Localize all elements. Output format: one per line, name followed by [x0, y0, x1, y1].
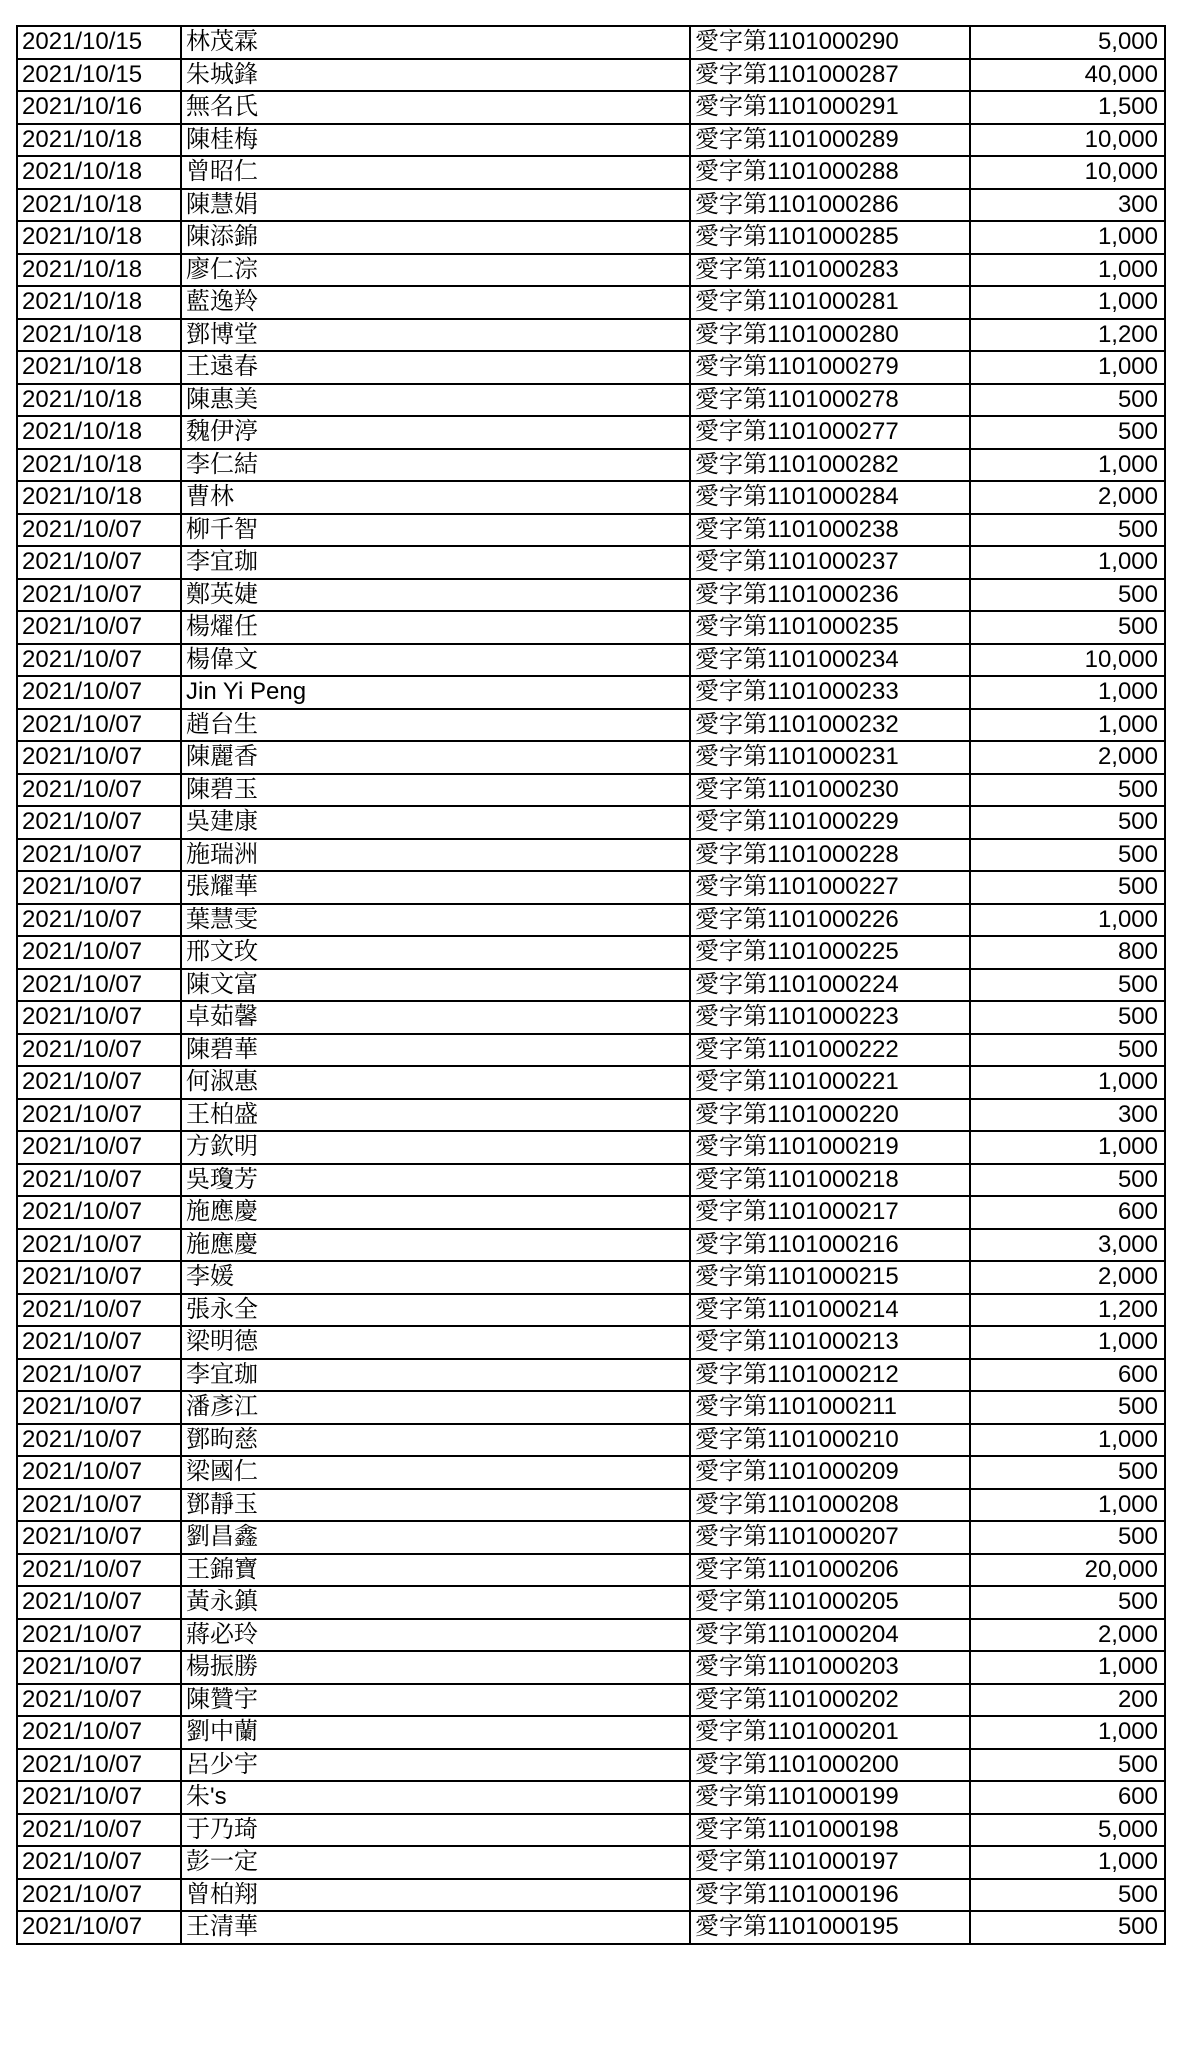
donor-name-cell: 鄧博堂	[181, 319, 690, 352]
table-row	[17, 1261, 1165, 1294]
donor-name-cell: 藍逸羚	[181, 286, 690, 319]
date-cell: 2021/10/07	[17, 1099, 181, 1132]
donor-name-cell: 潘彥江	[181, 1391, 690, 1424]
donor-name-cell: 吳瓊芳	[181, 1164, 690, 1197]
receipt-number-cell: 愛字第1101000288	[690, 156, 970, 189]
amount-cell: 2,000	[970, 1261, 1165, 1294]
date-cell: 2021/10/07	[17, 1781, 181, 1814]
donor-name-cell: 梁國仁	[181, 1456, 690, 1489]
date-cell: 2021/10/07	[17, 1716, 181, 1749]
date-cell: 2021/10/07	[17, 1846, 181, 1879]
receipt-number-cell: 愛字第1101000222	[690, 1034, 970, 1067]
receipt-number-cell: 愛字第1101000219	[690, 1131, 970, 1164]
date-cell: 2021/10/07	[17, 1424, 181, 1457]
table-row	[17, 1554, 1165, 1587]
date-cell: 2021/10/07	[17, 1001, 181, 1034]
date-cell: 2021/10/07	[17, 1391, 181, 1424]
amount-cell: 200	[970, 1684, 1165, 1717]
receipt-number-cell: 愛字第1101000283	[690, 254, 970, 287]
receipt-number-cell: 愛字第1101000197	[690, 1846, 970, 1879]
table-row	[17, 1099, 1165, 1132]
donor-name-cell: 林茂霖	[181, 26, 690, 59]
donor-name-cell: 王柏盛	[181, 1099, 690, 1132]
amount-cell: 1,000	[970, 1326, 1165, 1359]
table-row	[17, 59, 1165, 92]
amount-cell: 1,000	[970, 351, 1165, 384]
donor-name-cell: 呂少宇	[181, 1749, 690, 1782]
donor-name-cell: 彭一定	[181, 1846, 690, 1879]
date-cell: 2021/10/18	[17, 221, 181, 254]
date-cell: 2021/10/18	[17, 319, 181, 352]
date-cell: 2021/10/07	[17, 546, 181, 579]
donor-name-cell: 魏伊渟	[181, 416, 690, 449]
donor-name-cell: 李宜珈	[181, 1359, 690, 1392]
table-row	[17, 1489, 1165, 1522]
date-cell: 2021/10/07	[17, 644, 181, 677]
donor-name-cell: 楊燿任	[181, 611, 690, 644]
receipt-number-cell: 愛字第1101000278	[690, 384, 970, 417]
amount-cell: 800	[970, 936, 1165, 969]
receipt-number-cell: 愛字第1101000286	[690, 189, 970, 222]
receipt-number-cell: 愛字第1101000280	[690, 319, 970, 352]
amount-cell: 500	[970, 384, 1165, 417]
amount-cell: 500	[970, 1911, 1165, 1944]
receipt-number-cell: 愛字第1101000198	[690, 1814, 970, 1847]
receipt-number-cell: 愛字第1101000203	[690, 1651, 970, 1684]
date-cell: 2021/10/07	[17, 1456, 181, 1489]
date-cell: 2021/10/07	[17, 1294, 181, 1327]
table-row	[17, 1034, 1165, 1067]
table-row	[17, 1359, 1165, 1392]
donor-name-cell: 劉中蘭	[181, 1716, 690, 1749]
amount-cell: 1,000	[970, 1131, 1165, 1164]
donor-name-cell: 陳添錦	[181, 221, 690, 254]
table-row	[17, 1196, 1165, 1229]
date-cell: 2021/10/18	[17, 384, 181, 417]
table-row	[17, 1911, 1165, 1944]
table-row	[17, 579, 1165, 612]
table-row	[17, 546, 1165, 579]
date-cell: 2021/10/07	[17, 1326, 181, 1359]
date-cell: 2021/10/07	[17, 1034, 181, 1067]
date-cell: 2021/10/07	[17, 1066, 181, 1099]
table-row	[17, 254, 1165, 287]
amount-cell: 1,000	[970, 1716, 1165, 1749]
donor-name-cell: 方欽明	[181, 1131, 690, 1164]
receipt-number-cell: 愛字第1101000226	[690, 904, 970, 937]
donor-name-cell: 劉昌鑫	[181, 1521, 690, 1554]
date-cell: 2021/10/07	[17, 969, 181, 1002]
table-row	[17, 189, 1165, 222]
amount-cell: 5,000	[970, 1814, 1165, 1847]
donor-name-cell: 曹林	[181, 481, 690, 514]
receipt-number-cell: 愛字第1101000289	[690, 124, 970, 157]
donor-name-cell: 柳千智	[181, 514, 690, 547]
table-row	[17, 644, 1165, 677]
receipt-number-cell: 愛字第1101000287	[690, 59, 970, 92]
amount-cell: 1,000	[970, 1066, 1165, 1099]
donor-name-cell: 趙台生	[181, 709, 690, 742]
receipt-number-cell: 愛字第1101000205	[690, 1586, 970, 1619]
table-row	[17, 936, 1165, 969]
amount-cell: 500	[970, 514, 1165, 547]
date-cell: 2021/10/07	[17, 1586, 181, 1619]
date-cell: 2021/10/07	[17, 579, 181, 612]
receipt-number-cell: 愛字第1101000228	[690, 839, 970, 872]
amount-cell: 1,000	[970, 676, 1165, 709]
table-row	[17, 1001, 1165, 1034]
table-row	[17, 1781, 1165, 1814]
amount-cell: 1,000	[970, 1424, 1165, 1457]
date-cell: 2021/10/07	[17, 1359, 181, 1392]
amount-cell: 1,000	[970, 286, 1165, 319]
table-row	[17, 514, 1165, 547]
receipt-number-cell: 愛字第1101000282	[690, 449, 970, 482]
date-cell: 2021/10/07	[17, 839, 181, 872]
amount-cell: 10,000	[970, 124, 1165, 157]
donor-name-cell: 楊偉文	[181, 644, 690, 677]
amount-cell: 500	[970, 579, 1165, 612]
receipt-number-cell: 愛字第1101000213	[690, 1326, 970, 1359]
date-cell: 2021/10/07	[17, 1131, 181, 1164]
date-cell: 2021/10/07	[17, 1521, 181, 1554]
amount-cell: 5,000	[970, 26, 1165, 59]
amount-cell: 1,000	[970, 709, 1165, 742]
date-cell: 2021/10/07	[17, 774, 181, 807]
receipt-number-cell: 愛字第1101000217	[690, 1196, 970, 1229]
donor-name-cell: 李仁結	[181, 449, 690, 482]
donor-name-cell: 鄧靜玉	[181, 1489, 690, 1522]
amount-cell: 2,000	[970, 481, 1165, 514]
donor-name-cell: 陳碧玉	[181, 774, 690, 807]
amount-cell: 500	[970, 611, 1165, 644]
table-row	[17, 1586, 1165, 1619]
amount-cell: 500	[970, 969, 1165, 1002]
date-cell: 2021/10/07	[17, 936, 181, 969]
receipt-number-cell: 愛字第1101000225	[690, 936, 970, 969]
receipt-number-cell: 愛字第1101000218	[690, 1164, 970, 1197]
table-row	[17, 969, 1165, 1002]
date-cell: 2021/10/07	[17, 709, 181, 742]
receipt-number-cell: 愛字第1101000195	[690, 1911, 970, 1944]
table-row	[17, 91, 1165, 124]
table-row	[17, 1651, 1165, 1684]
amount-cell: 500	[970, 1586, 1165, 1619]
receipt-number-cell: 愛字第1101000214	[690, 1294, 970, 1327]
donor-name-cell: 施應慶	[181, 1196, 690, 1229]
receipt-number-cell: 愛字第1101000220	[690, 1099, 970, 1132]
donor-name-cell: 張永全	[181, 1294, 690, 1327]
table-row	[17, 384, 1165, 417]
amount-cell: 500	[970, 1456, 1165, 1489]
amount-cell: 600	[970, 1359, 1165, 1392]
amount-cell: 500	[970, 1001, 1165, 1034]
donor-name-cell: 陳文富	[181, 969, 690, 1002]
date-cell: 2021/10/07	[17, 806, 181, 839]
receipt-number-cell: 愛字第1101000212	[690, 1359, 970, 1392]
date-cell: 2021/10/07	[17, 871, 181, 904]
amount-cell: 40,000	[970, 59, 1165, 92]
receipt-number-cell: 愛字第1101000206	[690, 1554, 970, 1587]
donor-name-cell: 無名氏	[181, 91, 690, 124]
amount-cell: 20,000	[970, 1554, 1165, 1587]
table-row	[17, 1846, 1165, 1879]
date-cell: 2021/10/15	[17, 59, 181, 92]
table-row	[17, 1684, 1165, 1717]
amount-cell: 300	[970, 1099, 1165, 1132]
amount-cell: 1,000	[970, 904, 1165, 937]
donor-name-cell: 李宜珈	[181, 546, 690, 579]
table-row	[17, 709, 1165, 742]
amount-cell: 500	[970, 1879, 1165, 1912]
date-cell: 2021/10/07	[17, 1554, 181, 1587]
donor-name-cell: 鄧昫慈	[181, 1424, 690, 1457]
receipt-number-cell: 愛字第1101000221	[690, 1066, 970, 1099]
amount-cell: 1,500	[970, 91, 1165, 124]
donor-name-cell: 朱城鋒	[181, 59, 690, 92]
table-row	[17, 1294, 1165, 1327]
date-cell: 2021/10/18	[17, 481, 181, 514]
amount-cell: 600	[970, 1196, 1165, 1229]
table-row	[17, 1424, 1165, 1457]
date-cell: 2021/10/07	[17, 1229, 181, 1262]
table-row	[17, 806, 1165, 839]
date-cell: 2021/10/07	[17, 1814, 181, 1847]
table-row	[17, 1456, 1165, 1489]
amount-cell: 500	[970, 1391, 1165, 1424]
table-row	[17, 871, 1165, 904]
receipt-number-cell: 愛字第1101000233	[690, 676, 970, 709]
receipt-number-cell: 愛字第1101000211	[690, 1391, 970, 1424]
table-row	[17, 611, 1165, 644]
table-row	[17, 1164, 1165, 1197]
donor-name-cell: 陳桂梅	[181, 124, 690, 157]
table-row	[17, 1619, 1165, 1652]
donor-name-cell: 曾昭仁	[181, 156, 690, 189]
donor-name-cell: 陳贊宇	[181, 1684, 690, 1717]
receipt-number-cell: 愛字第1101000236	[690, 579, 970, 612]
date-cell: 2021/10/07	[17, 611, 181, 644]
date-cell: 2021/10/07	[17, 1619, 181, 1652]
amount-cell: 1,000	[970, 1489, 1165, 1522]
table-row	[17, 286, 1165, 319]
amount-cell: 500	[970, 1521, 1165, 1554]
receipt-number-cell: 愛字第1101000232	[690, 709, 970, 742]
date-cell: 2021/10/18	[17, 254, 181, 287]
receipt-number-cell: 愛字第1101000230	[690, 774, 970, 807]
amount-cell: 10,000	[970, 156, 1165, 189]
receipt-number-cell: 愛字第1101000237	[690, 546, 970, 579]
table-row	[17, 676, 1165, 709]
date-cell: 2021/10/15	[17, 26, 181, 59]
receipt-number-cell: 愛字第1101000238	[690, 514, 970, 547]
amount-cell: 10,000	[970, 644, 1165, 677]
table-row	[17, 1229, 1165, 1262]
table-row	[17, 741, 1165, 774]
amount-cell: 1,000	[970, 254, 1165, 287]
donor-name-cell: 廖仁淙	[181, 254, 690, 287]
receipt-number-cell: 愛字第1101000207	[690, 1521, 970, 1554]
date-cell: 2021/10/07	[17, 514, 181, 547]
donor-name-cell: 張耀華	[181, 871, 690, 904]
donor-name-cell: 葉慧雯	[181, 904, 690, 937]
donor-name-cell: 吳建康	[181, 806, 690, 839]
date-cell: 2021/10/16	[17, 91, 181, 124]
date-cell: 2021/10/07	[17, 1489, 181, 1522]
amount-cell: 500	[970, 1164, 1165, 1197]
donor-name-cell: 鄭英婕	[181, 579, 690, 612]
donation-table	[16, 25, 1166, 1945]
amount-cell: 1,000	[970, 221, 1165, 254]
date-cell: 2021/10/18	[17, 124, 181, 157]
amount-cell: 500	[970, 839, 1165, 872]
donor-name-cell: 王清華	[181, 1911, 690, 1944]
amount-cell: 300	[970, 189, 1165, 222]
table-row	[17, 26, 1165, 59]
receipt-number-cell: 愛字第1101000215	[690, 1261, 970, 1294]
table-row	[17, 904, 1165, 937]
donor-name-cell: 朱's	[181, 1781, 690, 1814]
receipt-number-cell: 愛字第1101000201	[690, 1716, 970, 1749]
date-cell: 2021/10/07	[17, 741, 181, 774]
receipt-number-cell: 愛字第1101000223	[690, 1001, 970, 1034]
donor-name-cell: 黃永鎮	[181, 1586, 690, 1619]
date-cell: 2021/10/07	[17, 1261, 181, 1294]
amount-cell: 600	[970, 1781, 1165, 1814]
receipt-number-cell: 愛字第1101000208	[690, 1489, 970, 1522]
table-row	[17, 1716, 1165, 1749]
donor-name-cell: 王錦寶	[181, 1554, 690, 1587]
receipt-number-cell: 愛字第1101000204	[690, 1619, 970, 1652]
receipt-number-cell: 愛字第1101000209	[690, 1456, 970, 1489]
amount-cell: 2,000	[970, 741, 1165, 774]
donor-name-cell: 陳惠美	[181, 384, 690, 417]
table-row	[17, 1326, 1165, 1359]
amount-cell: 2,000	[970, 1619, 1165, 1652]
donor-name-cell: 蔣必玲	[181, 1619, 690, 1652]
donor-name-cell: Jin Yi Peng	[181, 676, 690, 709]
date-cell: 2021/10/07	[17, 1911, 181, 1944]
date-cell: 2021/10/07	[17, 1196, 181, 1229]
receipt-number-cell: 愛字第1101000285	[690, 221, 970, 254]
date-cell: 2021/10/07	[17, 1684, 181, 1717]
table-row	[17, 1521, 1165, 1554]
table-row	[17, 774, 1165, 807]
receipt-number-cell: 愛字第1101000210	[690, 1424, 970, 1457]
receipt-number-cell: 愛字第1101000277	[690, 416, 970, 449]
receipt-number-cell: 愛字第1101000199	[690, 1781, 970, 1814]
amount-cell: 1,000	[970, 546, 1165, 579]
amount-cell: 500	[970, 1749, 1165, 1782]
table-row	[17, 449, 1165, 482]
receipt-number-cell: 愛字第1101000234	[690, 644, 970, 677]
receipt-number-cell: 愛字第1101000284	[690, 481, 970, 514]
receipt-number-cell: 愛字第1101000224	[690, 969, 970, 1002]
donor-name-cell: 陳碧華	[181, 1034, 690, 1067]
table-row	[17, 1879, 1165, 1912]
table-row	[17, 124, 1165, 157]
table-row	[17, 1066, 1165, 1099]
donor-name-cell: 何淑惠	[181, 1066, 690, 1099]
table-row	[17, 1749, 1165, 1782]
date-cell: 2021/10/07	[17, 1164, 181, 1197]
amount-cell: 500	[970, 416, 1165, 449]
receipt-number-cell: 愛字第1101000281	[690, 286, 970, 319]
receipt-number-cell: 愛字第1101000291	[690, 91, 970, 124]
date-cell: 2021/10/18	[17, 286, 181, 319]
receipt-number-cell: 愛字第1101000279	[690, 351, 970, 384]
donor-name-cell: 李媛	[181, 1261, 690, 1294]
amount-cell: 1,200	[970, 319, 1165, 352]
date-cell: 2021/10/18	[17, 189, 181, 222]
amount-cell: 1,000	[970, 449, 1165, 482]
donor-name-cell: 陳麗香	[181, 741, 690, 774]
date-cell: 2021/10/18	[17, 449, 181, 482]
date-cell: 2021/10/07	[17, 1651, 181, 1684]
receipt-number-cell: 愛字第1101000216	[690, 1229, 970, 1262]
donor-name-cell: 楊振勝	[181, 1651, 690, 1684]
table-row	[17, 221, 1165, 254]
table-row	[17, 351, 1165, 384]
receipt-number-cell: 愛字第1101000202	[690, 1684, 970, 1717]
table-row	[17, 416, 1165, 449]
date-cell: 2021/10/07	[17, 904, 181, 937]
table-row	[17, 481, 1165, 514]
date-cell: 2021/10/18	[17, 351, 181, 384]
donor-name-cell: 卓茹馨	[181, 1001, 690, 1034]
amount-cell: 1,000	[970, 1651, 1165, 1684]
table-row	[17, 1391, 1165, 1424]
receipt-number-cell: 愛字第1101000290	[690, 26, 970, 59]
donor-name-cell: 施瑞洲	[181, 839, 690, 872]
donation-table-body	[17, 26, 1165, 1944]
receipt-number-cell: 愛字第1101000196	[690, 1879, 970, 1912]
donor-name-cell: 邢文玫	[181, 936, 690, 969]
donor-name-cell: 曾柏翔	[181, 1879, 690, 1912]
amount-cell: 3,000	[970, 1229, 1165, 1262]
date-cell: 2021/10/07	[17, 1879, 181, 1912]
donor-name-cell: 梁明德	[181, 1326, 690, 1359]
receipt-number-cell: 愛字第1101000227	[690, 871, 970, 904]
donor-name-cell: 陳慧娟	[181, 189, 690, 222]
donor-name-cell: 王遠春	[181, 351, 690, 384]
table-row	[17, 1131, 1165, 1164]
donor-name-cell: 于乃琦	[181, 1814, 690, 1847]
amount-cell: 500	[970, 871, 1165, 904]
amount-cell: 1,000	[970, 1846, 1165, 1879]
amount-cell: 1,200	[970, 1294, 1165, 1327]
donor-name-cell: 施應慶	[181, 1229, 690, 1262]
amount-cell: 500	[970, 1034, 1165, 1067]
date-cell: 2021/10/07	[17, 676, 181, 709]
receipt-number-cell: 愛字第1101000231	[690, 741, 970, 774]
table-row	[17, 156, 1165, 189]
receipt-number-cell: 愛字第1101000235	[690, 611, 970, 644]
date-cell: 2021/10/18	[17, 156, 181, 189]
table-row	[17, 839, 1165, 872]
table-row	[17, 319, 1165, 352]
amount-cell: 500	[970, 774, 1165, 807]
receipt-number-cell: 愛字第1101000229	[690, 806, 970, 839]
date-cell: 2021/10/18	[17, 416, 181, 449]
date-cell: 2021/10/07	[17, 1749, 181, 1782]
table-row	[17, 1814, 1165, 1847]
amount-cell: 500	[970, 806, 1165, 839]
receipt-number-cell: 愛字第1101000200	[690, 1749, 970, 1782]
